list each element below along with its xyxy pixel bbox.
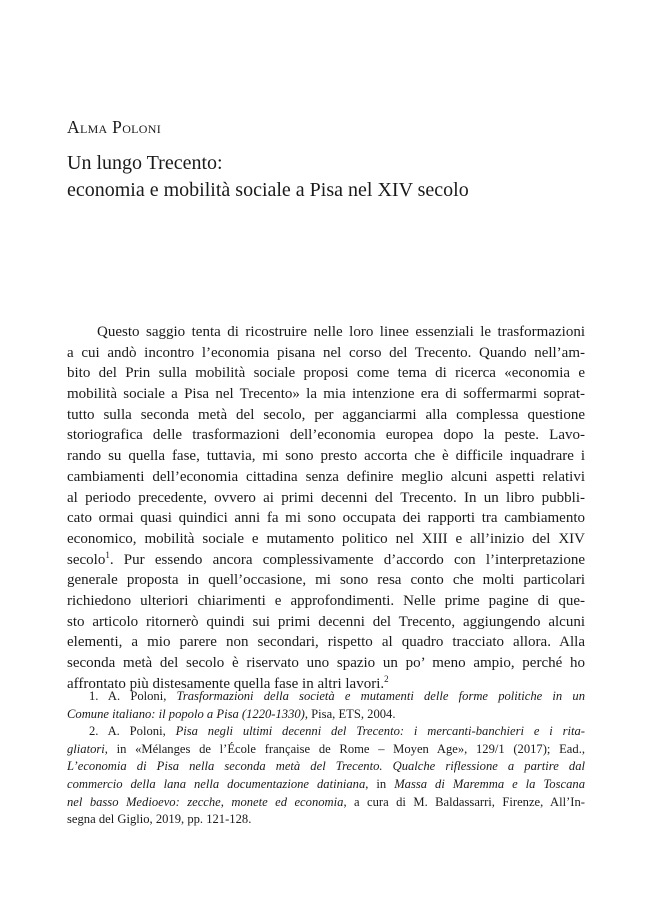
footnote-2-line: segna del Giglio, 2019, pp. 121-128. [67,812,252,827]
footnote-2-number: 2. A. Poloni, [89,724,176,739]
body-line: Questo saggio tenta di ricostruire nelle loro linee essenziali le trasformazioni [97,324,585,340]
body-line: richiedono ulteriori chiarimenti e approfondimenti. Nelle prime pagine di que- [67,592,585,609]
body-line: cato ormai quasi quindici anni fa mi sono occupata dei rapporti tra cambiamento [67,510,585,527]
footnote-1-publication: , Pisa, ETS, 2004. [304,706,396,721]
footnote-1-title-cont: Comune italiano: il popolo a Pisa (1220-1330) [67,706,305,721]
footnote-2-editor: , a cura di M. Baldassarri, Firenze, All’In- [343,794,585,809]
footnote-2-line [67,776,585,794]
footnote-2-volume-title: Massa di Maremma e la Toscana [394,776,585,791]
body-line-end: . Pur essendo ancora complessivamente d’accordo con l’interpretazione [109,551,585,568]
footnote-2-journal: , in «Mélanges de l’École française de Rome – Moyen Age», 129/1 (2017); Ead., [104,741,585,756]
footnote-2-line [67,723,585,741]
footnote-1-line [67,706,585,724]
footnote-2-line [67,794,585,812]
body-line: cambiamenti dell’economia cittadina senza definire meglio alcuni aspetti relativi [67,468,585,485]
body-line: bito del Prin sulla mobilità sociale proposi come tema di ricerca «economia e [67,365,585,382]
footnote-2-title-cont: gliatori [67,741,105,756]
chapter-title [67,150,607,204]
body-paragraph [67,322,585,694]
footnote-1-number: 1. A. Poloni, [89,689,177,703]
footnote-ref-2[interactable]: 2 [384,673,389,684]
body-line: economico, mobilità sociale e mutamento politico nel XIII e all’inizio del XIV [67,530,585,547]
title-line-1: Un lungo Trecento: [67,152,223,174]
body-line: elementi, a mio parere non secondari, rispetto al quadro tracciato allora. Alla [67,634,585,651]
body-line: a cui andò incontro l’economia pisana nel corso del Trecento. Quando nell’am- [67,344,585,361]
title-line-2: economia e mobilità sociale a Pisa nel XIV secolo [67,179,469,201]
footnote-2-volume-title-cont: nel basso Medioevo: zecche, monete ed economia [67,794,344,809]
footnote-2-second-title-cont: commercio della lana nella documentazione datiniana [67,776,366,791]
body-line: rando su quella fase, tuttavia, mi sono presto accorta che è difficile inquadrare i [67,448,585,465]
body-line: sto articolo ritornerò quindi sui primi decenni del Trecento, aggiungendo alcuni [67,613,585,630]
footnote-1-title: Trasformazioni della società e mutamenti delle forme politiche in un [176,689,585,703]
body-line: storiografica delle trasformazioni dell’economia europea dopo la peste. Lavo- [67,427,585,444]
body-line-with-footnote-ref [67,550,585,571]
footnote-2-line [67,758,585,776]
body-line-text: affrontato più distesamente quella fase in altri lavori. [67,675,385,692]
body-line: tutto sulla seconda metà del secolo, per agganciarmi alla complessa questione [67,406,585,423]
body-line: generale proposta in quell’occasione, mi sono resa conto che molti particolari [67,572,585,589]
author-name: Alma Poloni [67,117,162,137]
body-line: mobilità sociale a Pisa nel Trecento» la mia intenzione era di soffermarmi soprat- [67,386,585,403]
footnote-ref-1[interactable]: 1 [105,549,110,560]
footnote-2-title: Pisa negli ultimi decenni del Trecento: i mercanti-banchieri e i rita- [175,724,585,739]
footnotes [67,688,585,829]
body-line-start: secolo [67,551,106,568]
footnote-2-line [67,741,585,759]
footnote-1-line [67,688,585,706]
body-line: seconda metà del secolo è riservato uno spazio un po’ meno ampio, perché ho [67,655,585,671]
body-line: al periodo precedente, ovvero ai primi decenni del Trecento. In un libro pubbli- [67,489,585,506]
footnote-2-in: , in [365,776,395,791]
footnote-2-second-title: L’economia di Pisa nella seconda metà del Trecento. Qualche riflessione a partire dal [67,759,585,774]
